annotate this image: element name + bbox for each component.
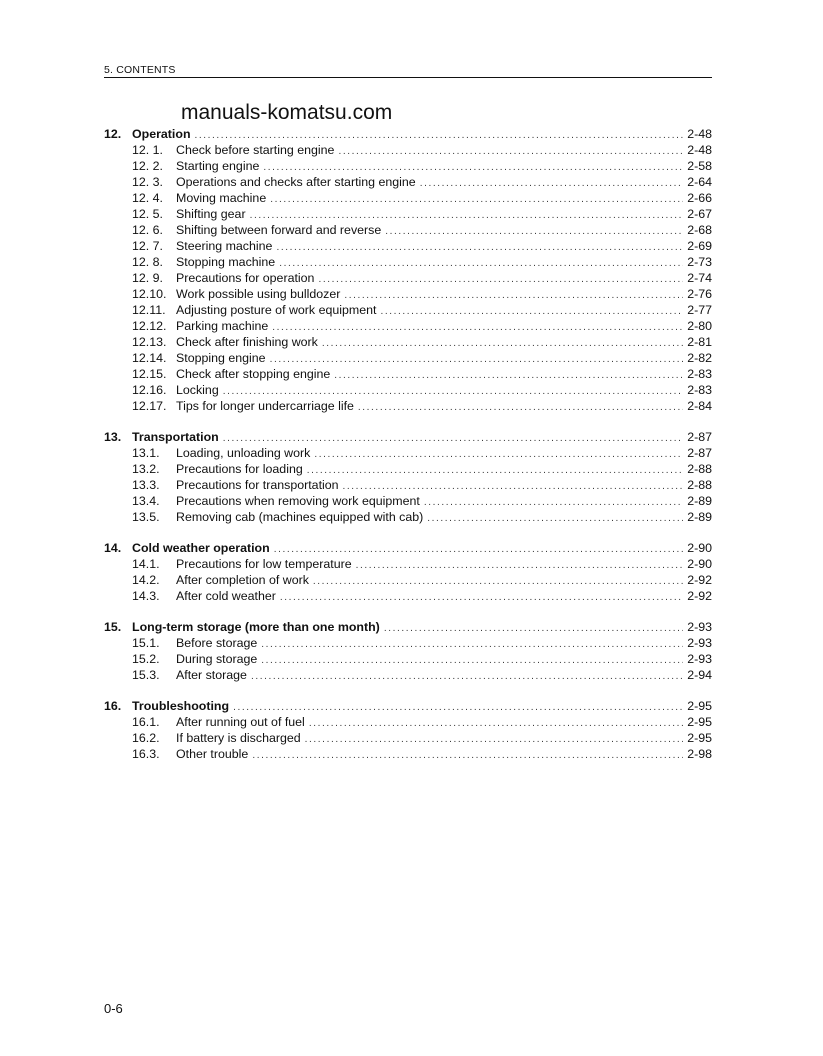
toc-section-entry [104, 619, 712, 635]
section-gap [104, 525, 712, 540]
dot-leader [252, 748, 683, 764]
entry-title: Stopping machine [176, 255, 276, 269]
entry-number: 12. 2. [132, 159, 164, 173]
entry-title: Precautions for loading [176, 462, 303, 476]
entry-title: If battery is discharged [176, 731, 301, 745]
entry-page-number: 2-95 [687, 699, 712, 713]
entry-title: Check before starting engine [176, 143, 335, 157]
entry-number: 12.12. [132, 319, 167, 333]
entry-number: 12. 4. [132, 191, 164, 205]
entry-number: 12.15. [132, 367, 167, 381]
entry-number: 12. 6. [132, 223, 164, 237]
entry-title: After running out of fuel [176, 715, 305, 729]
entry-title: After storage [176, 668, 247, 682]
toc-subsection-entry [104, 461, 712, 477]
entry-title: Precautions when removing work equipment [176, 494, 420, 508]
entry-page-number: 2-83 [687, 383, 712, 397]
toc-subsection-entry [104, 334, 712, 350]
entry-number: 12.11. [132, 303, 166, 317]
entry-title: Locking [176, 383, 219, 397]
entry-number: 14.2. [132, 573, 160, 587]
dot-leader [251, 669, 683, 685]
toc-subsection-entry [104, 667, 712, 683]
watermark-text: manuals-komatsu.com [181, 101, 393, 124]
entry-title: Operations and checks after starting engine [176, 175, 416, 189]
entry-title: Check after finishing work [176, 335, 318, 349]
entry-title: Tips for longer undercarriage life [176, 399, 354, 413]
toc-section-entry [104, 698, 712, 714]
section-gap [104, 683, 712, 698]
toc-subsection-entry [104, 190, 712, 206]
entry-page-number: 2-81 [687, 335, 712, 349]
toc-subsection-entry [104, 445, 712, 461]
entry-page-number: 2-73 [687, 255, 712, 269]
entry-page-number: 2-84 [687, 399, 712, 413]
entry-page-number: 2-87 [687, 446, 712, 460]
entry-number: 12.16. [132, 383, 167, 397]
table-of-contents [104, 126, 712, 762]
entry-page-number: 2-87 [687, 430, 712, 444]
entry-page-number: 2-92 [687, 589, 712, 603]
entry-number: 12.10. [132, 287, 167, 301]
entry-page-number: 2-80 [687, 319, 712, 333]
entry-page-number: 2-58 [687, 159, 712, 173]
toc-subsection-entry [104, 651, 712, 667]
entry-page-number: 2-74 [687, 271, 712, 285]
entry-page-number: 2-89 [687, 510, 712, 524]
toc-subsection-entry [104, 588, 712, 604]
entry-number: 12.13. [132, 335, 167, 349]
entry-number: 16. [104, 699, 122, 713]
entry-title: During storage [176, 652, 258, 666]
entry-title: After cold weather [176, 589, 276, 603]
entry-number: 14.1. [132, 557, 160, 571]
entry-page-number: 2-95 [687, 731, 712, 745]
toc-subsection-entry [104, 350, 712, 366]
toc-subsection-entry [104, 572, 712, 588]
entry-page-number: 2-95 [687, 715, 712, 729]
entry-page-number: 2-67 [687, 207, 712, 221]
running-title: 5. CONTENTS [104, 64, 176, 76]
toc-subsection-entry [104, 270, 712, 286]
entry-title: Operation [132, 127, 191, 141]
entry-number: 15. [104, 620, 122, 634]
entry-number: 15.3. [132, 668, 160, 682]
section-gap [104, 414, 712, 429]
toc-section-entry [104, 126, 712, 142]
toc-subsection-entry [104, 302, 712, 318]
dot-leader [280, 590, 683, 606]
entry-number: 14. [104, 541, 122, 555]
entry-number: 15.1. [132, 636, 160, 650]
entry-page-number: 2-66 [687, 191, 712, 205]
entry-title: Shifting gear [176, 207, 246, 221]
entry-page-number: 2-93 [687, 636, 712, 650]
entry-title: Work possible using bulldozer [176, 287, 341, 301]
entry-number: 13.1. [132, 446, 160, 460]
entry-title: Stopping engine [176, 351, 266, 365]
running-header [104, 64, 712, 78]
entry-number: 13.4. [132, 494, 160, 508]
entry-number: 12. 5. [132, 207, 164, 221]
entry-title: Precautions for operation [176, 271, 315, 285]
toc-subsection-entry [104, 714, 712, 730]
entry-number: 13. [104, 430, 122, 444]
entry-number: 13.3. [132, 478, 160, 492]
toc-subsection-entry [104, 382, 712, 398]
entry-title: Check after stopping engine [176, 367, 331, 381]
entry-number: 14.3. [132, 589, 160, 603]
entry-title: Shifting between forward and reverse [176, 223, 382, 237]
entry-number: 13.5. [132, 510, 160, 524]
entry-page-number: 2-88 [687, 462, 712, 476]
toc-subsection-entry [104, 318, 712, 334]
toc-subsection-entry [104, 366, 712, 382]
entry-page-number: 2-93 [687, 652, 712, 666]
entry-number: 15.2. [132, 652, 160, 666]
toc-subsection-entry [104, 142, 712, 158]
toc-subsection-entry [104, 635, 712, 651]
entry-page-number: 2-93 [687, 620, 712, 634]
entry-page-number: 2-64 [687, 175, 712, 189]
toc-subsection-entry [104, 222, 712, 238]
toc-subsection-entry [104, 254, 712, 270]
entry-page-number: 2-92 [687, 573, 712, 587]
entry-page-number: 2-94 [687, 668, 712, 682]
section-gap [104, 604, 712, 619]
entry-title: Steering machine [176, 239, 273, 253]
toc-subsection-entry [104, 238, 712, 254]
toc-subsection-entry [104, 556, 712, 572]
entry-page-number: 2-83 [687, 367, 712, 381]
entry-number: 12. 9. [132, 271, 164, 285]
entry-title: Removing cab (machines equipped with cab) [176, 510, 424, 524]
entry-page-number: 2-48 [687, 127, 712, 141]
entry-title: Moving machine [176, 191, 267, 205]
page-number: 0-6 [104, 1001, 123, 1016]
entry-title: After completion of work [176, 573, 309, 587]
entry-number: 12. [104, 127, 122, 141]
entry-page-number: 2-76 [687, 287, 712, 301]
entry-title: Adjusting posture of work equipment [176, 303, 377, 317]
toc-subsection-entry [104, 286, 712, 302]
entry-page-number: 2-68 [687, 223, 712, 237]
entry-page-number: 2-69 [687, 239, 712, 253]
entry-number: 16.3. [132, 747, 160, 761]
entry-title: Starting engine [176, 159, 260, 173]
entry-title: Cold weather operation [132, 541, 270, 555]
entry-number: 12. 1. [132, 143, 164, 157]
toc-subsection-entry [104, 493, 712, 509]
entry-title: Loading, unloading work [176, 446, 311, 460]
entry-number: 16.1. [132, 715, 160, 729]
entry-title: Before storage [176, 636, 258, 650]
entry-title: Precautions for low temperature [176, 557, 352, 571]
entry-page-number: 2-88 [687, 478, 712, 492]
entry-page-number: 2-90 [687, 541, 712, 555]
toc-subsection-entry [104, 509, 712, 525]
toc-subsection-entry [104, 398, 712, 414]
entry-page-number: 2-90 [687, 557, 712, 571]
entry-number: 12.17. [132, 399, 167, 413]
entry-title: Parking machine [176, 319, 269, 333]
entry-title: Precautions for transportation [176, 478, 339, 492]
toc-subsection-entry [104, 477, 712, 493]
entry-page-number: 2-98 [687, 747, 712, 761]
entry-page-number: 2-48 [687, 143, 712, 157]
entry-page-number: 2-77 [687, 303, 712, 317]
entry-title: Transportation [132, 430, 219, 444]
dot-leader [358, 400, 683, 416]
entry-page-number: 2-82 [687, 351, 712, 365]
entry-page-number: 2-89 [687, 494, 712, 508]
toc-section-entry [104, 429, 712, 445]
dot-leader [427, 511, 683, 527]
entry-title: Other trouble [176, 747, 249, 761]
entry-number: 12.14. [132, 351, 167, 365]
entry-number: 12. 7. [132, 239, 164, 253]
toc-subsection-entry [104, 206, 712, 222]
entry-number: 12. 8. [132, 255, 164, 269]
toc-section-entry [104, 540, 712, 556]
entry-number: 13.2. [132, 462, 160, 476]
entry-number: 16.2. [132, 731, 160, 745]
toc-subsection-entry [104, 746, 712, 762]
toc-subsection-entry [104, 174, 712, 190]
entry-title: Long-term storage (more than one month) [132, 620, 380, 634]
entry-title: Troubleshooting [132, 699, 230, 713]
toc-subsection-entry [104, 158, 712, 174]
entry-number: 12. 3. [132, 175, 164, 189]
toc-subsection-entry [104, 730, 712, 746]
